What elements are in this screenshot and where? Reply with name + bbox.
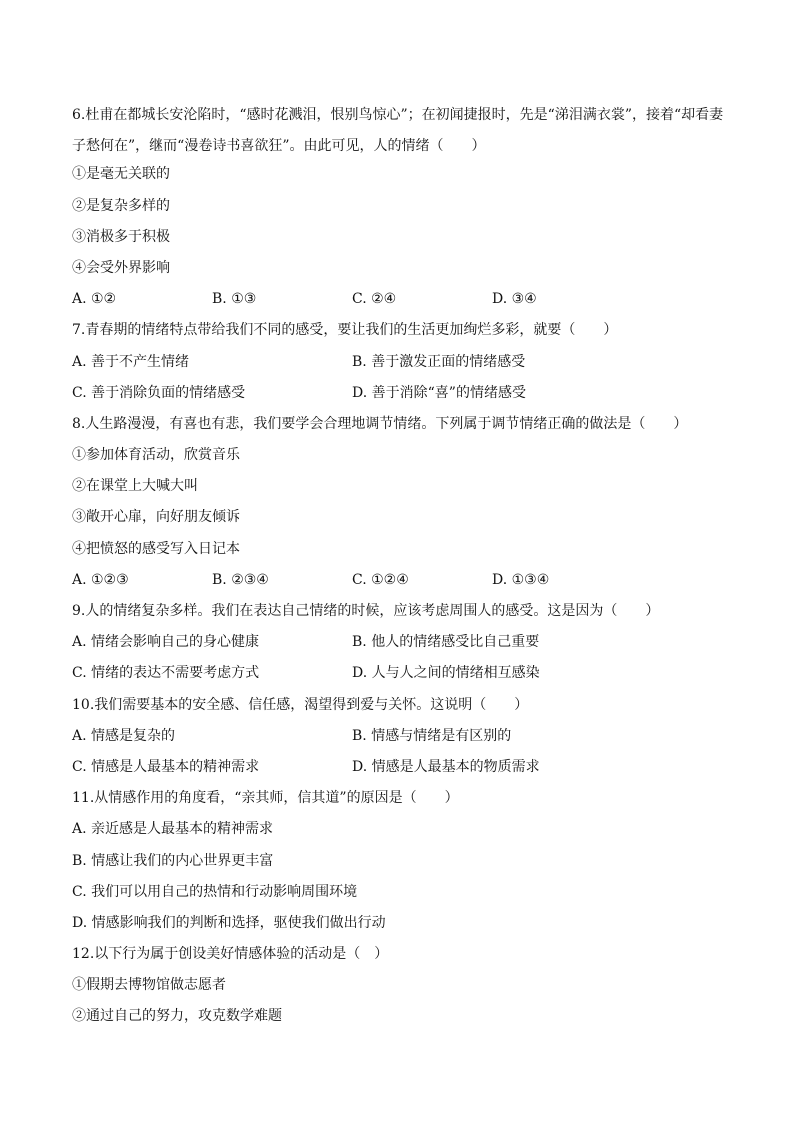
question-8-option-d[interactable]: D. ①③④	[492, 571, 550, 588]
question-7-option-c[interactable]: C. 善于消除负面的情绪感受	[72, 384, 246, 401]
question-6-item-2: ②是复杂多样的	[72, 197, 170, 214]
question-11-option-b[interactable]: B. 情感让我们的内心世界更丰富	[72, 852, 274, 869]
question-8-stem: 8.人生路漫漫，有喜也有悲，我们要学会合理地调节情绪。下列属于调节情绪正确的做法是（ ）	[72, 415, 688, 432]
question-8-options	[72, 568, 732, 599]
question-9-option-d[interactable]: D. 人与人之间的情绪相互感染	[352, 665, 540, 682]
question-8-item-3: ③敞开心扉，向好朋友倾诉	[72, 509, 240, 526]
question-7-option-b[interactable]: B. 善于激发正面的情绪感受	[352, 353, 526, 370]
question-8-item-1: ①参加体育活动，欣赏音乐	[72, 447, 240, 464]
question-9-options-row-1	[72, 630, 732, 661]
question-7-option-d[interactable]: D. 善于消除“喜”的情绪感受	[352, 384, 526, 401]
question-6-option-b[interactable]: B. ①③	[212, 291, 257, 308]
question-8-option-a[interactable]: A. ①②③	[72, 571, 129, 588]
question-6-option-c[interactable]: C. ②④	[352, 291, 397, 308]
question-6-item-3: ③消极多于积极	[72, 228, 170, 245]
question-6-option-a[interactable]: A. ①②	[72, 291, 117, 308]
question-6-options	[72, 287, 732, 318]
question-8-option-b[interactable]: B. ②③④	[212, 571, 269, 588]
question-6-item-1: ①是毫无关联的	[72, 166, 170, 183]
question-8-option-c[interactable]: C. ①②④	[352, 571, 409, 588]
question-6-option-d[interactable]: D. ③④	[492, 291, 537, 308]
question-7-options-row-2	[72, 381, 732, 412]
question-11-option-d[interactable]: D. 情感影响我们的判断和选择，驱使我们做出行动	[72, 914, 386, 931]
question-12-item-1: ①假期去博物馆做志愿者	[72, 977, 226, 994]
question-10-options-row-1	[72, 724, 732, 755]
question-6-item-4: ④会受外界影响	[72, 259, 170, 276]
question-9-options-row-2	[72, 661, 732, 692]
question-7-options-row-1	[72, 350, 732, 381]
question-11-stem: 11.从情感作用的角度看，“亲其师，信其道”的原因是（ ）	[72, 790, 459, 807]
question-6-stem: 6.杜甫在都城长安沦陷时，“感时花溅泪，恨别鸟惊心”；在初闻捷报时，先是“涕泪满衣裳”，接着“却看妻子愁何在”，继而“漫卷诗书喜欲狂”。由此可见，人的情绪（ ）	[72, 107, 724, 155]
question-10-option-b[interactable]: B. 情感与情绪是有区别的	[352, 727, 512, 744]
question-10-options-row-2	[72, 755, 732, 786]
question-8-item-4: ④把愤怒的感受写入日记本	[72, 540, 240, 557]
question-12-stem: 12.以下行为属于创设美好情感体验的活动是（ ）	[72, 946, 389, 963]
question-8-item-2: ②在课堂上大喊大叫	[72, 478, 198, 495]
question-page	[72, 100, 732, 1036]
question-7-option-a[interactable]: A. 善于不产生情绪	[72, 353, 190, 370]
question-9-option-a[interactable]: A. 情绪会影响自己的身心健康	[72, 634, 260, 651]
question-10-option-a[interactable]: A. 情感是复杂的	[72, 727, 176, 744]
question-11-option-c[interactable]: C. 我们可以用自己的热情和行动影响周围环境	[72, 883, 358, 900]
question-9-stem: 9.人的情绪复杂多样。我们在表达自己情绪的时候，应该考虑周围人的感受。这是因为（ ）	[72, 603, 660, 620]
question-9-option-b[interactable]: B. 他人的情绪感受比自己重要	[352, 634, 540, 651]
question-10-option-d[interactable]: D. 情感是人最基本的物质需求	[352, 758, 540, 775]
question-12-item-2: ②通过自己的努力，攻克数学难题	[72, 1008, 282, 1025]
question-7-stem: 7.青春期的情绪特点带给我们不同的感受，要让我们的生活更加绚烂多彩，就要（ ）	[72, 322, 618, 339]
question-10-option-c[interactable]: C. 情感是人最基本的精神需求	[72, 758, 260, 775]
question-9-option-c[interactable]: C. 情绪的表达不需要考虑方式	[72, 665, 260, 682]
question-11-option-a[interactable]: A. 亲近感是人最基本的精神需求	[72, 821, 274, 838]
question-10-stem: 10.我们需要基本的安全感、信任感，渴望得到爱与关怀。这说明（ ）	[72, 696, 529, 713]
